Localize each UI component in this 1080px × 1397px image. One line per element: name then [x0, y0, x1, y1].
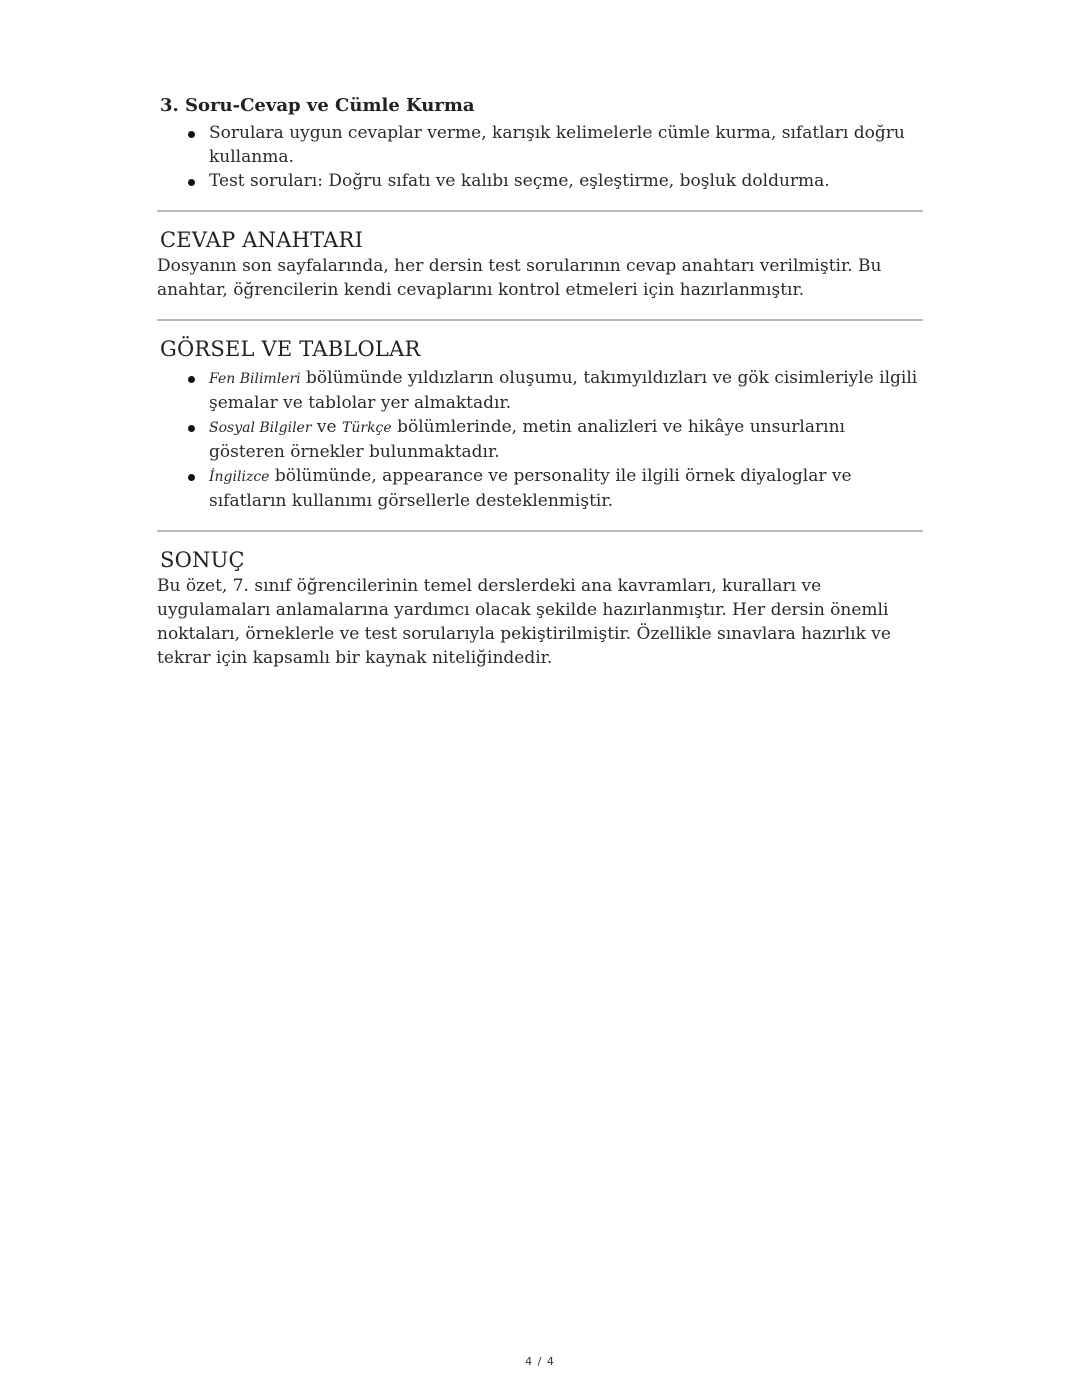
conclusion-title: SONUÇ: [160, 548, 245, 572]
answer-key-title: CEVAP ANAHTARI: [160, 228, 364, 252]
bullet-icon: [188, 179, 195, 186]
list-item: [209, 415, 923, 464]
subject-name: Türkçe: [342, 420, 392, 436]
horizontal-divider: [157, 319, 923, 321]
section-3-heading: 3. Soru-Cevap ve Cümle Kurma: [160, 95, 475, 116]
conclusion-text: Bu özet, 7. sınıf öğrencilerinin temel derslerdeki ana kavramları, kuralları ve uygulamaları anlamalarına yardımcı olacak şekilde hazırlanmıştır. Her dersin önemli noktaları, örneklerle ve test sorularıyla pekiştirilmiştir. Özellikle sınavlara hazırlık ve tekrar için kapsamlı bir kaynak niteliğindedir.: [157, 576, 891, 668]
list-item: [209, 366, 923, 415]
answer-key-text: Dosyanın son sayfalarında, her dersin test sorularının cevap anahtarı verilmiştir. Bu anahtar, öğrencilerin kendi cevaplarını kontrol etmeleri için hazırlanmıştır.: [157, 256, 882, 300]
list-item-text: bölümünde yıldızların oluşumu, takımyıldızları ve gök cisimleriyle ilgili şemalar ve tablolar yer almaktadır.: [209, 368, 918, 413]
horizontal-divider: [157, 530, 923, 532]
list-item-text: Test soruları: Doğru sıfatı ve kalıbı seçme, eşleştirme, boşluk doldurma.: [209, 171, 830, 191]
visuals-list: [157, 366, 923, 513]
list-item-text: bölümlerinde, metin analizleri ve hikâye unsurlarını gösteren örnekler bulunmaktadır.: [209, 417, 845, 462]
section-3-list: [157, 121, 923, 193]
list-item-text: ve: [311, 417, 343, 437]
page-number: 4 / 4: [525, 1355, 555, 1368]
list-item-text: Sorulara uygun cevaplar verme, karışık kelimelerle cümle kurma, sıfatları doğru kullanma.: [209, 123, 905, 167]
bullet-icon: [188, 376, 195, 383]
list-item: [209, 169, 923, 193]
subject-name: Sosyal Bilgiler: [209, 420, 312, 436]
list-item: [209, 121, 923, 169]
visuals-title: GÖRSEL VE TABLOLAR: [160, 337, 421, 361]
list-item: [209, 464, 923, 513]
bullet-icon: [188, 425, 195, 432]
page-content: [157, 93, 923, 670]
list-item-text: bölümünde, appearance ve personality ile ilgili örnek diyaloglar ve sıfatların kullanımı görsellerle desteklenmiştir.: [209, 466, 852, 511]
bullet-icon: [188, 131, 195, 138]
subject-name: Fen Bilimleri: [209, 371, 301, 387]
horizontal-divider: [157, 210, 923, 212]
bullet-icon: [188, 474, 195, 481]
subject-name: İngilizce: [209, 469, 270, 485]
